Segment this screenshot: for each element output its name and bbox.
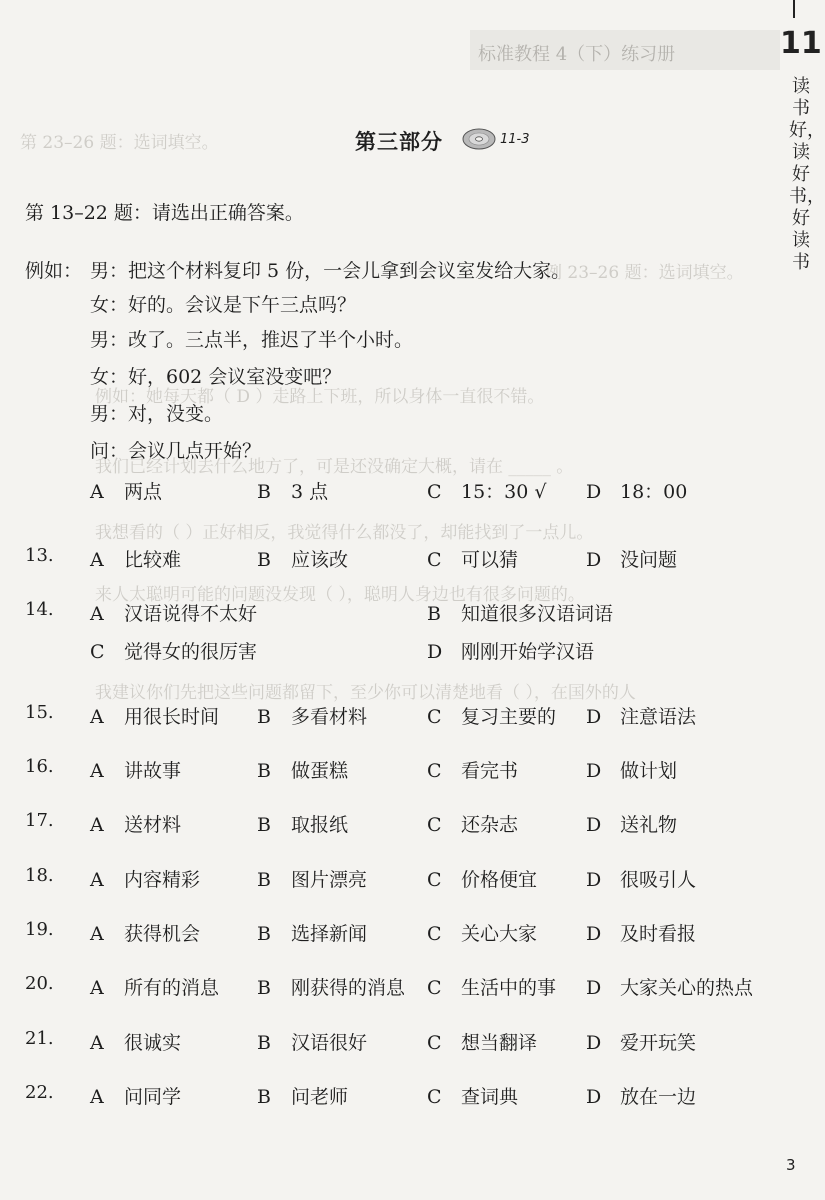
option-c: C 可以猜 [427,549,519,571]
question-number: 17. [25,810,54,831]
option-a: A 内容精彩 [90,869,201,891]
option-d: D 做计划 [586,760,678,782]
option-c: C 查词典 [427,1086,519,1108]
dialogue-line: 男：把这个材料复印 5 份，一会儿拿到会议室发给大家。 [90,260,571,282]
page-number: 3 [786,1156,796,1174]
option-b: B 做蛋糕 [257,760,349,782]
option-d: D 注意语法 [586,706,697,728]
example-option-a: A 两点 [90,481,163,503]
option-c: C 看完书 [427,760,519,782]
option-c: C 价格便宜 [427,869,538,891]
option-a: A 比较难 [90,549,182,571]
option-a: A 送材料 [90,814,182,836]
question-number: 22. [25,1082,54,1103]
bleed-through-text: 我建议你们先把这些问题都留下，至少你可以清楚地看（ ），在国外的人 [95,683,636,703]
running-title: 标准教程 4（下）练习册 [478,44,676,65]
example-option-d: D 18：00 [586,481,688,503]
section-title: 第三部分 [355,129,443,154]
option-b: B 取报纸 [257,814,349,836]
option-d: D 很吸引人 [586,869,697,891]
side-rule [793,0,795,18]
dialogue-line: 男：改了。三点半，推迟了半个小时。 [90,329,414,351]
bleed-through-text: 来人太聪明可能的问题没发现（ ），聪明人身边也有很多问题的。 [95,585,585,605]
option-b: B 知道很多汉语词语 [427,603,614,625]
example-option-c: C 15：30 √ [427,481,547,503]
instruction: 第 13–22 题：请选出正确答案。 [25,202,304,224]
option-b: B 应该改 [257,549,349,571]
option-a: A 获得机会 [90,923,201,945]
track-label: 11-3 [500,132,530,147]
chapter-number: 11 [780,26,822,61]
question-number: 19. [25,919,54,940]
option-a: A 所有的消息 [90,977,220,999]
option-a: A 问同学 [90,1086,182,1108]
option-c: C 生活中的事 [427,977,557,999]
option-d: D 爱开玩笑 [586,1032,697,1054]
option-b: B 刚获得的消息 [257,977,406,999]
option-c: C 觉得女的很厉害 [90,641,258,663]
dialogue-line: 女：好，602 会议室没变吧？ [90,366,342,388]
option-d: D 放在一边 [586,1086,697,1108]
bleed-through-text: 第 23–26 题：选词填空。 [20,133,219,153]
bleed-through-text: 例如：她每天都（ D ）走路上下班，所以身体一直很不错。 [95,387,545,407]
question-number: 13. [25,545,54,566]
option-c: C 还杂志 [427,814,519,836]
option-c: C 关心大家 [427,923,538,945]
option-d: D 送礼物 [586,814,678,836]
dialogue-line: 女：好的。会议是下午三点吗？ [90,294,357,316]
option-b: B 汉语很好 [257,1032,368,1054]
question-number: 15. [25,702,54,723]
bleed-through-text: 例 23–26 题：选词填空。 [545,263,744,283]
example-option-b: B 3 点 [257,481,329,503]
question-number: 14. [25,599,54,620]
option-d: D 及时看报 [586,923,697,945]
dialogue-question: 问：会议几点开始？ [90,440,262,462]
dialogue-line: 男：对，没变。 [90,403,224,425]
option-a: A 很诚实 [90,1032,182,1054]
option-b: B 问老师 [257,1086,349,1108]
option-b: B 多看材料 [257,706,368,728]
bleed-through-text: 我想看的（ ）正好相反，我觉得什么都没了，却能找到了一点儿。 [95,523,594,543]
question-number: 21. [25,1028,54,1049]
option-b: B 图片漂亮 [257,869,368,891]
question-number: 16. [25,756,54,777]
option-d: D 刚刚开始学汉语 [427,641,595,663]
option-c: C 想当翻译 [427,1032,538,1054]
cd-disc-icon [462,128,496,150]
option-c: C 复习主要的 [427,706,557,728]
option-a: A 用很长时间 [90,706,220,728]
option-a: A 讲故事 [90,760,182,782]
question-number: 18. [25,865,54,886]
option-a: A 汉语说得不太好 [90,603,258,625]
question-number: 20. [25,973,54,994]
bleed-through-text: 我们已经计划去什么地方了，可是还没确定大概，请在 _____ 。 [95,457,574,477]
option-b: B 选择新闻 [257,923,368,945]
example-label: 例如： [25,260,83,282]
option-d: D 没问题 [586,549,678,571]
option-d: D 大家关心的热点 [586,977,754,999]
side-slogan: 读书好，读好书，好读书 [789,76,825,273]
